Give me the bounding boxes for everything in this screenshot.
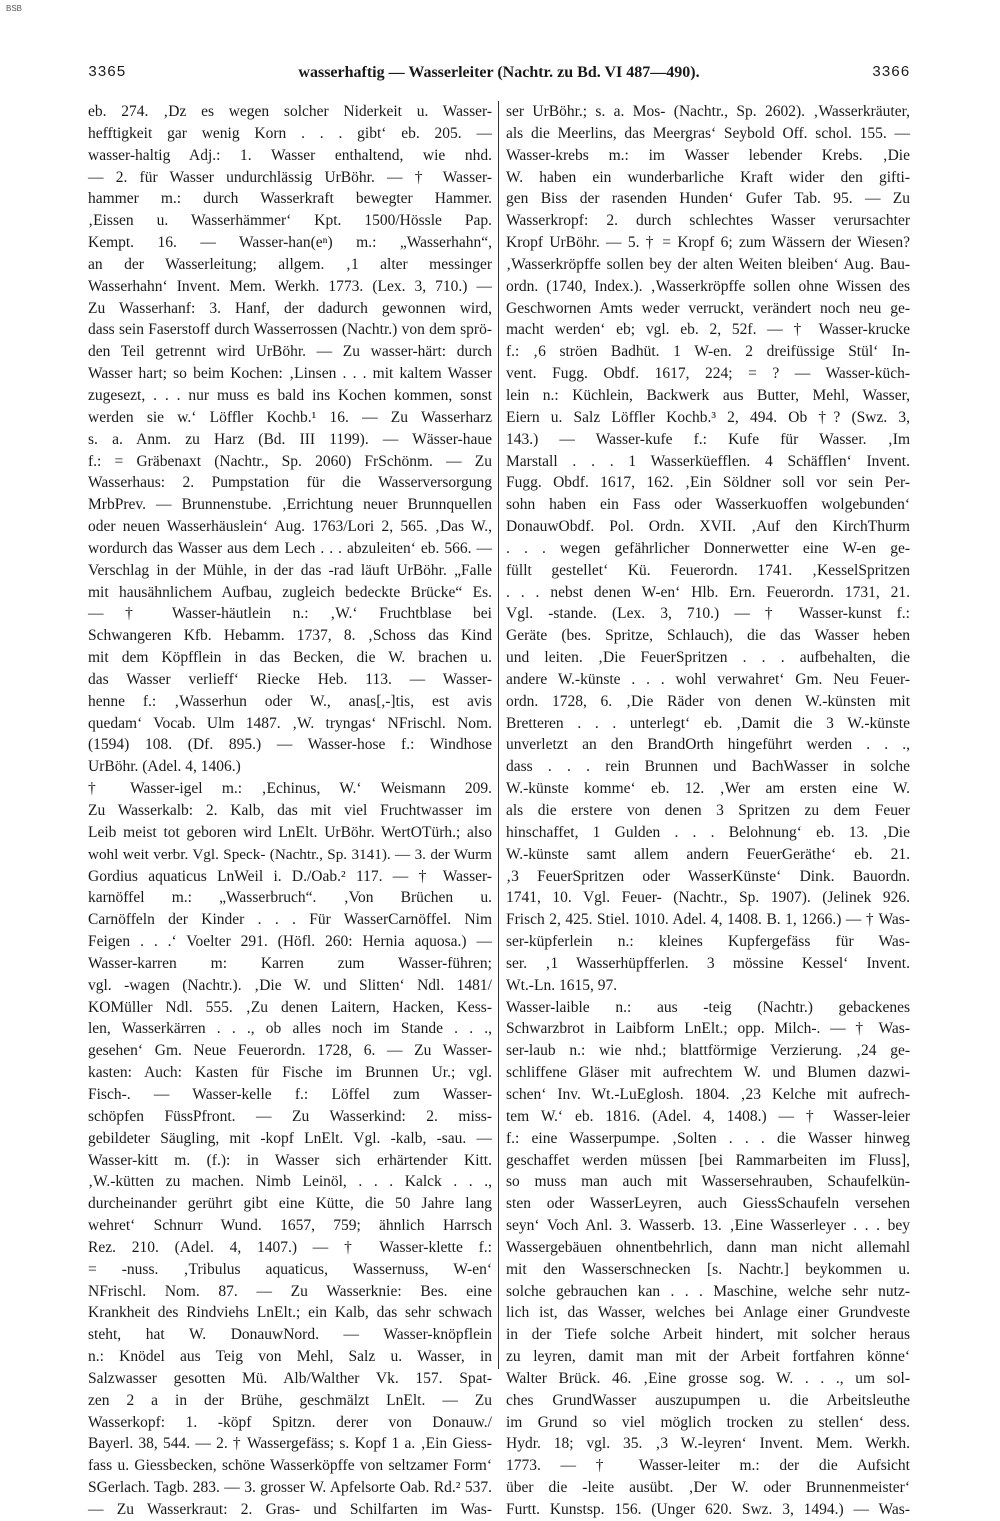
text-line: Wasserkopf: 1. -köpf Spitzn. derer von Donauw./ [88, 1413, 492, 1431]
text-line: NFrischl. Nom. 87. — Zu Wasserknie: Bes. eine [88, 1282, 492, 1300]
text-line: schen‘ Inv. Wt.-LuEglosh. 1804. ‚23 Kelche mit aufrech- [506, 1085, 910, 1103]
text-line: Vgl. -stande. (Lex. 3, 710.) — † Wasser-kunst f.: [506, 605, 910, 623]
text-line: Zu Wasserkalb: 2. Kalb, das mit viel Fruchtwasser im [88, 802, 492, 819]
text-line: Eiern u. Salz Löffler Kochb.³ 2, 494. Ob †? (Swz. 3, [506, 408, 910, 426]
text-line: solche gebrauchen kan . . . Maschine, welche sehr nutz- [506, 1282, 910, 1300]
text-line: Bretteren . . . unterlegt‘ eb. ‚Damit die 3 W.-künste [506, 714, 910, 732]
text-line: sohn haben ein Fass oder Wasserkuoffen wolgebunden‘ [506, 496, 910, 514]
text-line: ser-laub n.: wie nhd.; blattförmige Verzierung. ‚24 ge- [506, 1042, 910, 1060]
text-line: . . . nebst denen W-en‘ Hlb. Ern. Feuerordn. 1731, 21. [506, 583, 910, 601]
text-line: mit dem Köpfflein in das Becken, die W. brachen u. [88, 649, 492, 667]
column-divider [498, 101, 499, 1369]
text-line: 1773. — † Wasser-leiter m.: der die Aufsicht [506, 1457, 910, 1475]
page-number-right: 3366 [871, 64, 910, 81]
text-line: Fisch-. — Wasser-kelle f.: Löffel zum Wasser- [88, 1085, 492, 1103]
text-line: lich ist, das Wasser, welches bei Anlage einer Grundveste [506, 1304, 910, 1322]
text-line: lein n.: Küchlein, Backwerk aus Butter, Mehl, Wasser, [506, 386, 910, 404]
text-line: † Wasser-igel m.: ‚Echinus, W.‘ Weismann 209. [88, 780, 492, 798]
text-line: MrbPrev. — Brunnenstube. ‚Errichtung neuer Brunnquellen [88, 496, 492, 514]
text-line: den Teil getrennt wird UrBöhr. — Zu wasser-härt: durch [88, 343, 492, 361]
text-line: schliffene Gläser mit aufrechtem W. und Blumen dazwi- [506, 1064, 910, 1082]
text-line: Carnöffeln der Kinder . . . Für WasserCarnöffel. Nim [88, 911, 492, 929]
text-line: len, Wasserkärren . . ., ob alles noch im Stande . . ., [88, 1020, 492, 1038]
text-line: Wasser-krebs m.: im Wasser lebender Krebs. ‚Die [506, 146, 910, 164]
text-line: wohl weit verbr. Vgl. Speck- (Nachtr., Sp. 3141). — 3. der Wurm [88, 845, 492, 863]
right-column [506, 101, 910, 1518]
text-line: füllt gestellet‘ Kü. Feuerordn. 1741. ‚KesselSpritzen [506, 561, 910, 579]
text-line: eb. 274. ‚Dz es wegen solcher Niderkeit u. Wasser- [88, 103, 492, 120]
text-line: — Zu Wasserkraut: 2. Gras- und Schilfarten im Was- [88, 1501, 492, 1518]
text-line: Wasser-kitt m. (f.): in Wasser sich erhärtender Kitt. [88, 1151, 492, 1169]
text-line: 1741, 10. Vgl. Feuer- (Nachtr., Sp. 1907). (Jelinek 926. [506, 889, 910, 907]
text-line: Feigen . . .‘ Voelter 291. (Höfl. 260: Hernia aquosa.) — [88, 933, 492, 951]
text-line: W. haben ein wunderbarliche Kraft wider den gifti- [506, 168, 910, 186]
text-line: Schwarzbrot in Laibform LnElt.; opp. Milch-. — † Was- [506, 1020, 910, 1038]
text-line: zugesezt, . . . nur muss es bald ins Kochen kommen, sonst [88, 386, 492, 404]
text-line: Wasserhaus: 2. Pumpstation für die Wasserversorgung [88, 474, 492, 492]
text-line: das Wasser verlieff‘ Riecke Heb. 113. — Wasser- [88, 670, 492, 688]
text-line: f.: eine Wasserpumpe. ‚Solten . . . die Wasser hinweg [506, 1129, 910, 1147]
text-line: gesehen‘ Gm. Neue Feuerordn. 1728, 6. — Zu Wasser- [88, 1042, 492, 1060]
text-line: Leib meist tot geboren wird LnElt. UrBöhr. WertOTürh.; also [88, 823, 492, 841]
text-line: UrBöhr. (Adel. 4, 1406.) [88, 758, 241, 776]
text-line: ‚3 FeuerSpritzen oder WasserKünste‘ Dink. Bauordn. [506, 867, 910, 885]
text-line: unverletzt an den BrandOrth hingeführt werden . . ., [506, 736, 910, 754]
text-line: Wasser-karren m: Karren zum Wasser-führen; [88, 954, 492, 972]
text-line: fass u. Giessbecken, schöne Wasserköpffe von seltzamer Form‘ [88, 1457, 492, 1475]
text-line: steht, hat W. DonauwNord. — Wasser-knöpflein [88, 1326, 492, 1344]
text-line: (1594) 108. (Df. 895.) — Wasser-hose f.: Windhose [88, 736, 492, 754]
text-line: Wasserkropf: 2. durch schlechtes Wasser verursachter [506, 212, 910, 230]
text-line: Schwangeren Kfb. Hebamm. 1737, 8. ‚Schoss das Kind [88, 627, 492, 645]
page-number-left: 3365 [88, 64, 127, 81]
text-line: zu leyren, damit man mit der Arbeit fortfahren könne‘ [506, 1348, 910, 1366]
text-line: Wt.-Ln. 1615, 97. [506, 976, 618, 994]
text-line: Wassergebäuen ohnentbehrlich, dann man nicht allemahl [506, 1238, 910, 1256]
text-line: hinschaffet, 1 Gulden . . . Belohnung‘ eb. 13. ‚Die [506, 823, 910, 841]
text-line: henne f.: ‚Wasserhun oder W., anas[,-]tis, est avis [88, 692, 492, 710]
running-header [88, 60, 910, 86]
text-line: Krankheit des Rindviehs LnElt.; ein Kalb, das sehr schwach [88, 1304, 492, 1322]
text-line: als die erstere von denen 3 Spritzen zu dem Feuer [506, 802, 910, 819]
text-line: karnöffel m.: „Wasserbruch“. ‚Von Brüchen u. [88, 889, 492, 907]
text-line: hammer m.: durch Wasserkraft bewegter Hammer. [88, 190, 492, 208]
text-line: ‚W.-kütten zu machen. Nimb Leinöl, . . . Kalck . . ., [88, 1173, 492, 1191]
text-line: hefftigkeit gar wenig Korn . . . gibt‘ eb. 205. — [88, 124, 492, 142]
text-line: ser UrBöhr.; s. a. Mos- (Nachtr., Sp. 2602). ‚Wasserkräuter, [506, 103, 910, 120]
text-line: mit hausähnlichem Aufbau, zugleich bedeckte Brücke“ Es. [88, 583, 492, 601]
text-line: ser-küpferlein n.: kleines Kupfergefäss für Was- [506, 933, 910, 951]
text-line: ordn. 1728, 6. ‚Die Räder von denen W.-künsten mit [506, 692, 910, 710]
text-line: Furtt. Kunstsp. 156. (Unger 620. Swz. 3, 1494.) — Was- [506, 1501, 910, 1518]
text-line: dass sein Faserstoff durch Wasserrossen (Nachtr.) von dem sprö- [88, 321, 492, 339]
text-line: ‚Eissen u. Wasserhämmer‘ Kpt. 1500/Hössle Pap. [88, 212, 492, 230]
text-line: quedam‘ Vocab. Ulm 1487. ‚W. tryngas‘ NFrischl. Nom. [88, 714, 492, 732]
running-title: wasserhaftig — Wasserleiter (Nachtr. zu Bd. VI 487—490). [298, 64, 700, 81]
text-line: seyn‘ Voch Anl. 3. Wasserb. 13. ‚Eine Wasserleyer . . . bey [506, 1217, 910, 1235]
text-line: vgl. -wagen (Nachtr.). ‚Die W. und Slitten‘ Ndl. 1481/ [88, 976, 492, 994]
text-line: und leiten. ‚Die FeuerSpritzen . . . aufbehalten, die [506, 649, 910, 667]
text-line: Kropf UrBöhr. — 5. † = Kropf 6; zum Wässern der Wiesen? [506, 234, 910, 252]
text-line: in der Tiefe solche Arbeit hindert, mit solcher heraus [506, 1326, 910, 1344]
text-line: ches GrundWasser auszupumpen u. die Arbeitsleuthe [506, 1391, 910, 1409]
text-line: ser. ‚1 Wasserhüpfferlen. 3 mössine Kessel‘ Invent. [506, 954, 910, 972]
text-line: werden sie w.‘ Löffler Kochb.¹ 16. — Zu Wasserharz [88, 408, 492, 426]
text-line: n.: Knödel aus Teig von Mehl, Salz u. Wasser, in [88, 1348, 492, 1366]
text-line: durcheinander gerührt gibt eine Kütte, die 50 Jahre lang [88, 1195, 492, 1213]
text-line: Wasser-laible n.: aus -teig (Nachtr.) gebackenes [506, 998, 910, 1016]
text-line: — 2. für Wasser undurchlässig UrBöhr. — † Wasser- [88, 168, 492, 186]
text-line: = -nuss. ‚Tribulus aquaticus, Wassernuss, W-en‘ [88, 1260, 492, 1278]
text-line: sten oder WasserLeyren, auch GiessSchaufeln versehen [506, 1195, 910, 1213]
text-line: gen Biss der rasenden Hunden‘ Gufer Tab. 95. — Zu [506, 190, 910, 208]
text-line: schöpfen FüssPfront. — Zu Wasserkind: 2. miss- [88, 1107, 492, 1125]
text-line: dass . . . rein Brunnen und BachWasser in solche [506, 758, 910, 776]
text-line: . . . wegen gefährlicher Donnerwetter eine W-en ge- [506, 539, 910, 557]
text-line: im Grund so viel möglich trocken zu stellen‘ dess. [506, 1413, 910, 1431]
text-line: Gordius aquaticus LnWeil i. D./Oab.² 117. — † Wasser- [88, 867, 492, 885]
text-line: Verschlag in der Mühle, in der das -rad läuft UrBöhr. „Falle [88, 561, 492, 579]
text-line: 143.) — Wasser-kufe f.: Kufe für Wasser. ‚Im [506, 430, 910, 448]
library-stamp: BSB [6, 4, 23, 13]
text-line: DonauwObdf. Pol. Ordn. XVII. ‚Auf den KirchThurm [506, 518, 910, 536]
text-line: — † Wasser-häutlein n.: ‚W.‘ Fruchtblase bei [88, 605, 492, 623]
left-column [88, 101, 492, 1518]
text-line: geschaffet werden müssen [bei Rammarbeiten im Fluss], [506, 1151, 910, 1169]
text-line: Walter Brück. 46. ‚Eine grosse sog. W. . . ., um sol- [506, 1369, 910, 1387]
text-line: Frisch 2, 425. Stiel. 1010. Adel. 4, 1408. B. 1, 1266.) — † Was- [506, 911, 910, 929]
text-line: Zu Wasserhanf: 3. Hanf, der dadurch gewonnen wird, [88, 299, 492, 317]
text-line: Wasser hart; so beim Kochen: ‚Linsen . . . mit kaltem Wasser [88, 365, 492, 383]
text-line: Fugg. Obdf. 1617, 162. ‚Ein Söldner soll vor sein Per- [506, 474, 910, 492]
text-line: Kempt. 16. — Wasser-han(eⁿ) m.: „Wasserhahn“, [88, 234, 492, 252]
text-line: Marstall . . . 1 Wasserküefflen. 4 Schäfflen‘ Invent. [506, 452, 910, 470]
text-line: kasten: Auch: Kasten für Fische im Brunnen Ur.; vgl. [88, 1064, 492, 1082]
text-line: gebildeter Säugling, mit -kopf LnElt. Vgl. -kalb, -sau. — [88, 1129, 492, 1147]
text-line: Geschwornen Amts weder verruckt, verändert noch neu ge- [506, 299, 910, 317]
text-line: Rez. 210. (Adel. 4, 1407.) — † Wasser-klette f.: [88, 1238, 492, 1256]
text-line: tem W.‘ eb. 1816. (Adel. 4, 1408.) — † Wasser-leier [506, 1107, 910, 1125]
text-line: Wasserhahn‘ Invent. Mem. Werkh. 1773. (Lex. 3, 710.) — [88, 277, 492, 295]
text-line: Geräte (bes. Spritze, Schlauch), die das Wasser heben [506, 627, 910, 645]
text-line: wehret‘ Schnurr Wund. 1657, 759; ähnlich Harrsch [88, 1217, 492, 1235]
text-line: wordurch das Wasser aus dem Lech . . . abzuleiten‘ eb. 566. — [88, 539, 492, 557]
text-line: W.-künste samt allem andern FeuerGeräthe‘ eb. 21. [506, 845, 910, 863]
text-line: Salzwasser gesotten Mü. Alb/Walther Vk. 157. Spat- [88, 1369, 492, 1387]
text-line: KOMüller Ndl. 555. ‚Zu denen Laitern, Hacken, Kess- [88, 998, 492, 1016]
text-line: vent. Fugg. Obdf. 1617, 224; = ? — Wasser-küch- [506, 365, 910, 383]
text-line: f.: ‚6 ströen Badhüt. 1 W-en. 2 dreifüssige Stül‘ In- [506, 343, 910, 361]
text-line: andere W.-künste . . . wohl verwahret‘ Gm. Neu Feuer- [506, 670, 910, 688]
text-line: SGerlach. Tagb. 283. — 3. grosser W. Apfelsorte Oab. Rd.² 537. [88, 1479, 492, 1497]
text-line: Bayerl. 38, 544. — 2. † Wassergefäss; s. Kopf 1 a. ‚Ein Giess- [88, 1435, 492, 1453]
text-line: macht werden‘ eb; vgl. eb. 2, 52f. — † Wasser-krucke [506, 321, 910, 339]
text-line: ordn. (1740, Index.). ‚Wasserkröpffe sollen ohne Wissen des [506, 277, 910, 295]
text-line: s. a. Anm. zu Harz (Bd. III 1199). — Wässer-haue [88, 430, 492, 448]
text-line: oder neuen Wasserhäuslein‘ Aug. 1763/Lori 2, 565. ‚Das W., [88, 518, 492, 536]
text-line: f.: = Gräbenaxt (Nachtr., Sp. 2060) FrSchönm. — Zu [88, 452, 492, 470]
text-line: ‚Wasserkröpffe sollen bey der alten Weiten bleiben‘ Aug. Bau- [506, 255, 910, 273]
text-line: über die -leite ausübt. ‚Der W. oder Brunnenmeister‘ [506, 1479, 910, 1497]
text-line: W.-künste komme‘ eb. 12. ‚Wer am ersten eine W. [506, 780, 910, 798]
text-line: so muss man auch mit Wassersehrauben, Schaufelkün- [506, 1173, 910, 1191]
text-line: zen 2 a in der Brühe, geschmälzt LnElt. — Zu [88, 1391, 492, 1409]
text-line: mit den Wasserschnecken [s. Nachtr.] beykommen u. [506, 1260, 910, 1278]
text-line: an der Wasserleitung; allgem. ‚1 alter messinger [88, 255, 492, 273]
text-line: Hydr. 18; vgl. 35. ‚3 W.-leyren‘ Invent. Mem. Werkh. [506, 1435, 910, 1453]
text-line: als die Meerlins, das Meergras‘ Seybold Off. schol. 155. — [506, 124, 910, 142]
text-line: wasser-haltig Adj.: 1. Wasser enthaltend, wie nhd. [88, 146, 492, 164]
